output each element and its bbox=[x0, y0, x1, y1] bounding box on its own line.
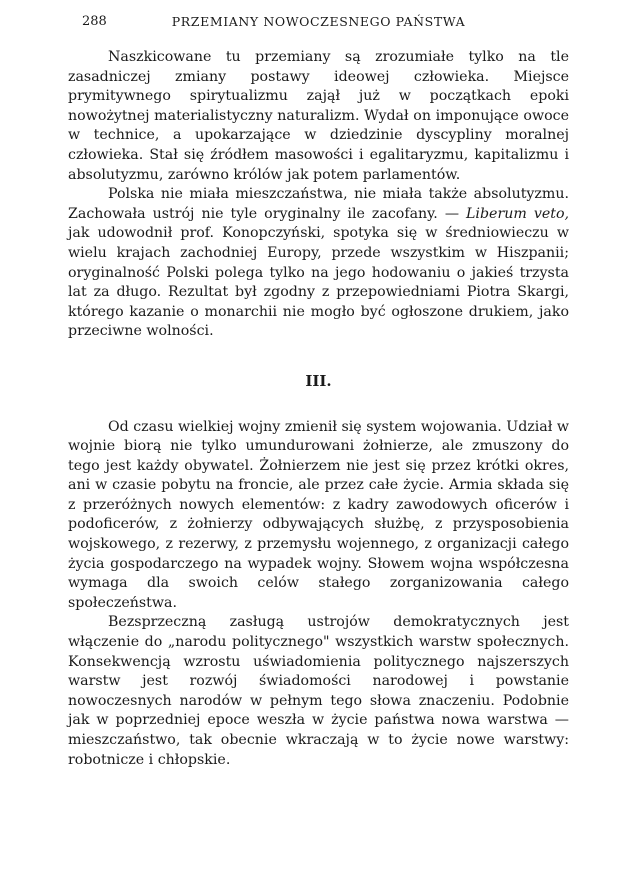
paragraph bbox=[68, 185, 569, 342]
page-number: 288 bbox=[82, 14, 107, 29]
paragraph: Naszkicowane tu przemiany są zrozumiałe tylko na tle zasadniczej zmiany postawy ideowej człowieka. Miejsce prymitywnego spirytualizmu zajął już w początkach epoki nowożytnej materialistyczny naturalizm. Wydał on imponujące owoce w technice, a upokarzające w dziedzinie dyscypliny moralnej człowieka. Stał się źródłem masowości i egalitaryzmu, kapitalizmu i absolutyzmu, zarówno królów jak potem parlamentów. bbox=[68, 49, 569, 183]
paragraph-text: jak udowodnił prof. Konopczyński, spotyka się w średniowieczu w wielu krajach zachodniej Europy, przede wszystkim w Hiszpanii; oryginalność Polski polega tylko na jego hodowaniu o jakieś trzysta lat za długo. Rezultat był zgodny z przepowiedniami Piotra Skargi, którego kazanie o monarchii nie mogło być ogłoszone drukiem, jako przeciwne wolności. bbox=[68, 225, 569, 340]
italic-term: Liberum veto, bbox=[466, 205, 569, 222]
page-header bbox=[68, 14, 569, 36]
paragraph-text: Polska nie miała mieszczaństwa, nie miała także absolutyzmu. Zachowała ustrój nie tyle oryginalny ile zacofany. — bbox=[68, 186, 569, 222]
body-text bbox=[68, 48, 569, 770]
running-head: PRZEMIANY NOWOCZESNEGO PAŃSTWA bbox=[171, 14, 466, 29]
section-heading: III. bbox=[305, 371, 332, 390]
paragraph: Od czasu wielkiej wojny zmienił się system wojowania. Udział w wojnie biorą nie tylko umundurowani żołnierze, ale zmuszony do tego jest każdy obywatel. Żołnierzem nie jest się przez krótki okres, ani w czasie pobytu na froncie, ale przez całe życie. Armia składa się z przeróżnych nowych elementów: z kadry zawodowych oficerów i podoficerów, z żołnierzy odbywających służbę, z przysposobienia wojskowego, z rezerwy, z przemysłu wojennego, z organizacji całego życia gospodarczego na wypadek wojny. Słowem wojna współczesna wymaga dla swoich celów stałego zorganizowania całego społeczeństwa. bbox=[68, 418, 569, 611]
paragraph: Bezsprzeczną zasługą ustrojów demokratycznych jest włączenie do „narodu politycznego" wszystkich warstw społecznych. Konsekwencją wzrostu uświadomienia politycznego najszerszych warstw jest rozwój świadomości narodowej i powstanie nowoczesnych narodów w pełnym tego słowa znaczeniu. Podobnie jak w poprzedniej epoce weszła w życie państwa nowa warstwa — mieszczaństwo, tak obecnie wkraczają w to życie nowe warstwy: robotnicze i chłopskie. bbox=[68, 614, 569, 768]
